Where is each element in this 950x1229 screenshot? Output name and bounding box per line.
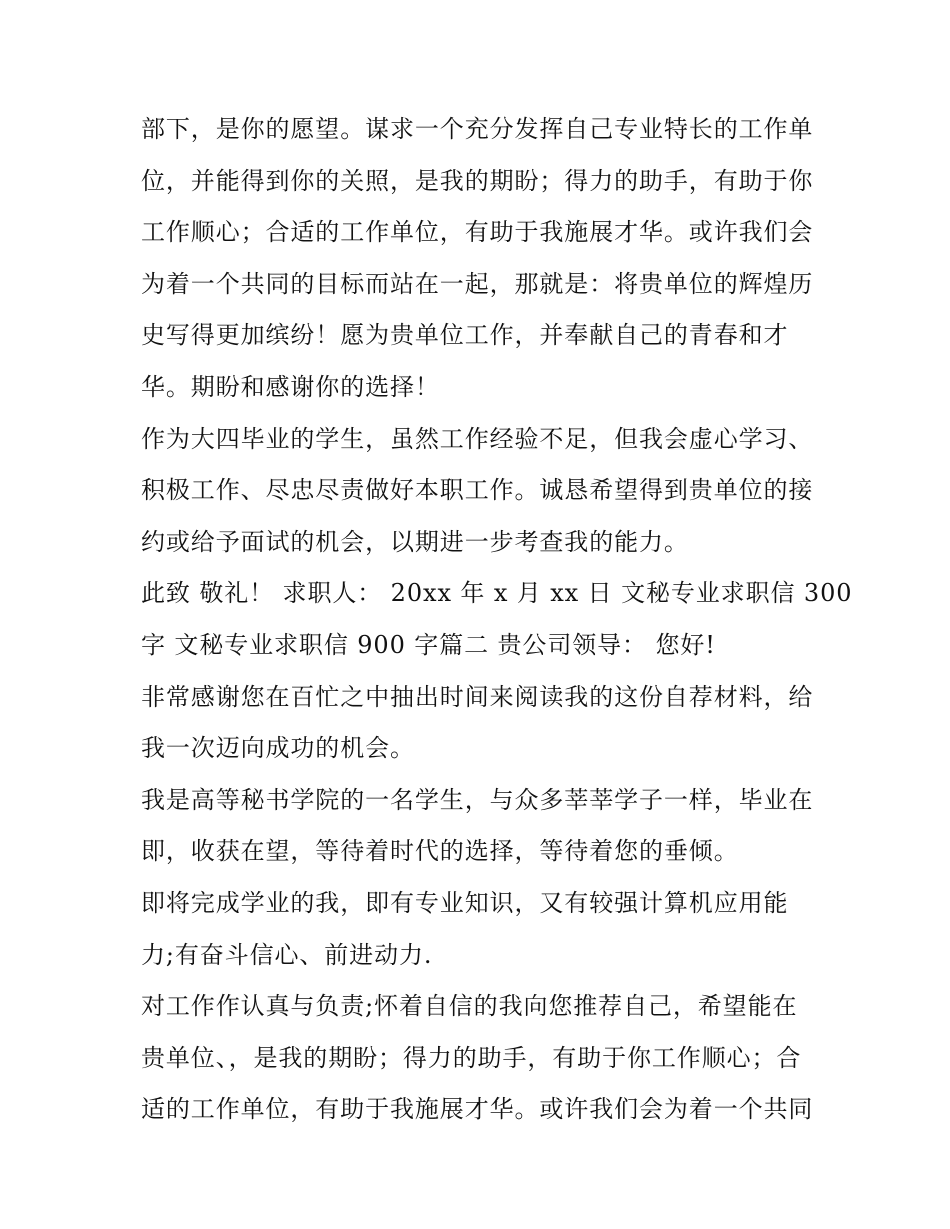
- paragraph-work-attitude: [141, 981, 821, 1136]
- paragraph-closing-and-heading: [141, 568, 853, 671]
- paragraph-graduate: [141, 414, 821, 569]
- text-line: 我是高等秘书学院的一名学生，与众多莘莘学子一样，毕业在: [141, 785, 814, 814]
- paragraph-aspiration: [141, 104, 821, 414]
- text-line: 约或给予面试的机会，以期进一步考查我的能力。: [141, 527, 689, 556]
- text-line: 为着一个共同的目标而站在一起，那就是：将贵单位的辉煌历: [141, 269, 814, 298]
- text-line: 我一次迈向成功的机会。: [141, 734, 415, 763]
- text-line: 位，并能得到你的关照，是我的期盼；得力的助手，有助于你: [141, 166, 814, 195]
- text-line: 对工作作认真与负责;怀着自信的我向您推荐自己，希望能在: [141, 992, 798, 1021]
- text-line: 此致 敬礼！ 求职人： 20xx 年 x 月 xx 日 文秘专业求职信 300: [141, 579, 853, 608]
- text-line: 贵单位、，是我的期盼；得力的助手，有助于你工作顺心；合: [141, 1043, 802, 1072]
- text-line: 适的工作单位，有助于我施展才华。或许我们会为着一个共同: [141, 1095, 814, 1124]
- text-line: 积极工作、尽忠尽责做好本职工作。诚恳希望得到贵单位的接: [141, 476, 814, 505]
- text-line: 史写得更加缤纷！愿为贵单位工作，并奉献自己的青春和才: [141, 321, 789, 350]
- text-line: 非常感谢您在百忙之中抽出时间来阅读我的这份自荐材料，给: [141, 682, 814, 711]
- paragraph-thanks: [141, 672, 821, 775]
- text-line: 工作顺心；合适的工作单位，有助于我施展才华。或许我们会: [141, 218, 814, 247]
- text-line: 华。期盼和感谢你的选择！: [141, 372, 440, 401]
- text-line: 字 文秘专业求职信 900 字篇二 贵公司领导： 您好!: [141, 630, 716, 659]
- text-line: 作为大四毕业的学生，虽然工作经验不足，但我会虚心学习、: [141, 424, 814, 453]
- text-line: 即将完成学业的我，即有专业知识，又有较强计算机应用能: [141, 888, 789, 917]
- text-line: 力;有奋斗信心、前进动力.: [141, 940, 433, 969]
- paragraph-skills: [141, 878, 821, 981]
- document-body: [141, 104, 853, 1136]
- text-line: 即，收获在望，等待着时代的选择，等待着您的垂倾。: [141, 837, 739, 866]
- text-line: 部下，是你的愿望。谋求一个充分发挥自己专业特长的工作单: [141, 115, 814, 143]
- paragraph-student-intro: [141, 775, 821, 878]
